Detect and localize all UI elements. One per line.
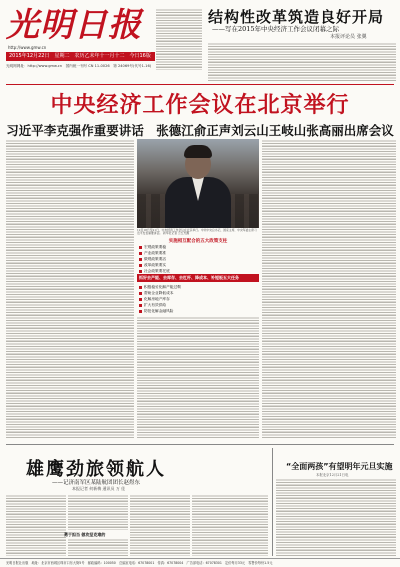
lead-photo bbox=[137, 139, 259, 228]
feature-body-1 bbox=[6, 494, 66, 556]
footer-info: 光明日报社出版 地址：北京市西城区珠市口东大街5号 邮政编码：100050 总编室电话：67078001 传真：67078004 广告部电话：67078301 定价每月33元 零售价每份1.5元 bbox=[0, 558, 400, 567]
feature-body-2 bbox=[68, 494, 128, 530]
feature-body-4 bbox=[130, 494, 190, 556]
policy-item: 产业政策要准 bbox=[137, 250, 259, 256]
task-item: 积极稳妥化解产能过剩 bbox=[137, 284, 259, 290]
section-divider bbox=[6, 84, 394, 85]
lead-headline: 中央经济工作会议在北京举行 bbox=[50, 93, 350, 118]
tasks-banner: 抓好去产能、去库存、去杠杆、降成本、补短板五大任务 bbox=[137, 274, 259, 282]
feature-subtitle: ——记济南军区某陆航团团长赵煜东 bbox=[52, 480, 141, 486]
feature-body-5 bbox=[192, 494, 268, 556]
side-story-body bbox=[208, 42, 396, 82]
policy-item: 社会政策要托底 bbox=[137, 268, 259, 274]
policy-box-title: 实施相互配合的五大政策支柱 bbox=[168, 239, 228, 244]
masthead-side-text bbox=[156, 8, 202, 70]
side-story-byline: 本报评论员 张翼 bbox=[330, 34, 367, 40]
brief-title: “全面两孩”有望明年元旦实施 bbox=[286, 462, 393, 471]
lead-subheadline: 习近平李克强作重要讲话 张德江俞正声刘云山王岐山张高丽出席会议 bbox=[6, 123, 394, 138]
feature-body-3 bbox=[68, 538, 128, 556]
feature-byline: 本报记者 何新梅 通讯员 万 佳 bbox=[72, 486, 126, 491]
brief-body bbox=[276, 478, 396, 556]
side-story-title: 结构性改革筑造良好开局 bbox=[208, 8, 385, 26]
column-divider bbox=[272, 448, 273, 556]
photo-caption: 12月18日至21日，中央经济工作会议在北京举行。中共中央总书记、国家主席、中央军委主席习近平发表重要讲话。 新华社记者 兰红光摄 bbox=[137, 228, 257, 236]
lead-article-body-right bbox=[262, 139, 396, 439]
date-bar: 2015年12月22日 星期二 农历乙未年十一月十二 今日16版 bbox=[6, 52, 155, 61]
lead-article-body-middle bbox=[137, 316, 259, 439]
task-item: 防范化解金融风险 bbox=[137, 308, 259, 314]
masthead-url: http://www.gmw.cn bbox=[8, 45, 47, 50]
brief-dateline: 本报北京12月21日电 bbox=[316, 473, 349, 477]
task-item: 帮助企业降低成本 bbox=[137, 290, 259, 296]
policy-item: 微观政策要活 bbox=[137, 256, 259, 262]
section-divider bbox=[6, 444, 394, 445]
feature-column-heading: 勇于担当 做攻坚克难的 bbox=[64, 532, 106, 537]
policy-item: 宏观政策要稳 bbox=[137, 244, 259, 250]
task-item: 扩大有效供给 bbox=[137, 302, 259, 308]
policy-item: 改革政策要实 bbox=[137, 262, 259, 268]
side-story-subtitle: ——写在2015年中央经济工作会议闭幕之际 bbox=[212, 25, 340, 33]
publication-info: 光明网网址：http://www.gmw.cn 国内统一刊号 CN 11-0026 第 24069号(代号1-16) bbox=[6, 64, 152, 68]
feature-title: 雄鹰劲旅领航人 bbox=[26, 459, 166, 480]
lead-article-body-left bbox=[6, 139, 134, 439]
newspaper-logo: 光明日报 bbox=[6, 5, 142, 44]
task-item: 化解房地产库存 bbox=[137, 296, 259, 302]
